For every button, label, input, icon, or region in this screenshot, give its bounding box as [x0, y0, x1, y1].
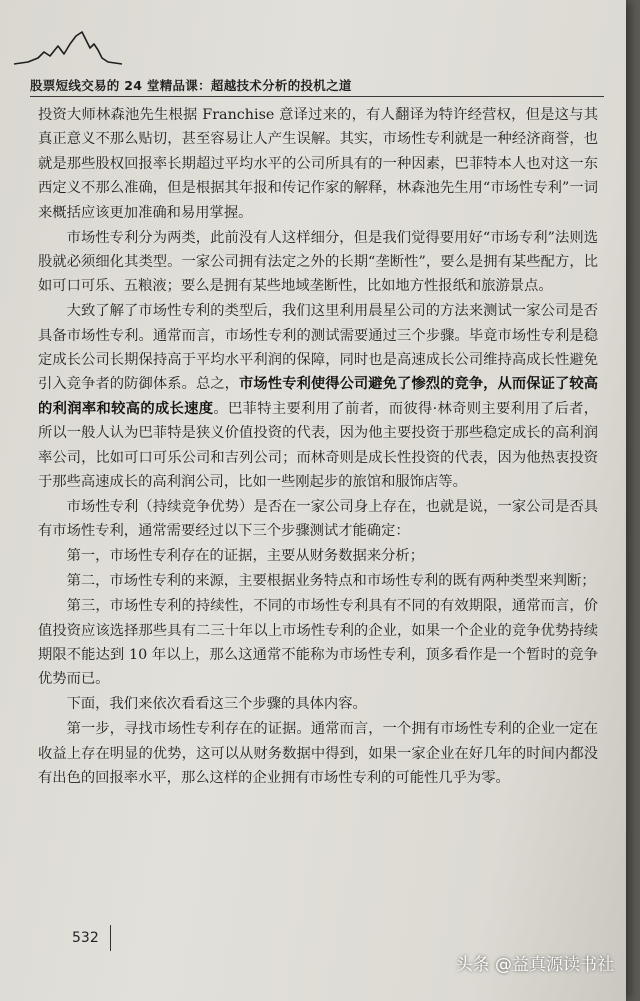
- body-text: [38, 103, 598, 791]
- paragraph-1: 投资大师林森池先生根据 Franchise 意译过来的，有人翻译为特许经营权，但是这与其真正意义不那么贴切，甚至容易让人产生误解。其实，市场性专利就是一种经济商誉，也就是那些股权回报率长期超过平均水平的公司所具有的一种因素，巴菲特本人也对这一东西定义不那么准确，但是根据其年报和传记作家的解释，林森池先生用“市场性专利”一词来概括应该更加准确和易用掌握。: [38, 107, 598, 221]
- paragraph-3: [38, 299, 598, 494]
- paragraph-4: 市场性专利（持续竞争优势）是否在一家公司身上存在，也就是说，一家公司是否具有市场性专利，通常需要经过以下三个步骤测试才能确定：: [38, 499, 598, 540]
- paragraph-3-bold-emphasis: 市场性专利使得公司避免了惨烈的竞争，从而保证了较高的利润率和较高的成长速度: [38, 376, 598, 417]
- page-number-rule: [110, 925, 111, 951]
- running-header-title: 股票短线交易的 24 堂精品课：超越技术分析的投机之道: [30, 78, 352, 93]
- mountain-line-logo: [14, 28, 124, 72]
- paragraph-7: 第三，市场性专利的持续性，不同的市场性专利具有不同的有效期限，通常而言，价值投资应该选择那些具有二三十年以上市场性专利的企业，如果一个企业的竞争优势持续期限不能达到 10 年以上，那么这通常不能称为市场性专利，顶多看作是一个暂时的竞争优势而已。: [38, 598, 598, 688]
- paragraph-5: 第一，市场性专利存在的证据，主要从财务数据来分析；: [66, 548, 425, 565]
- paragraph-8: 下面，我们来依次看看这三个步骤的具体内容。: [66, 696, 367, 713]
- page-number: 532: [72, 930, 99, 946]
- paragraph-3-part-a: 大致了解了市场性专利的类型后，我们这里利用晨星公司的方法来测试一家公司是否具备市场性专利。通常而言，市场性专利的测试需要通过三个步骤。毕竟市场性专利是稳定成长公司长期保持高于平均水平利润的保障，同时也是高速成长公司维持高成长性避免引入竞争者的防御体系。总之，: [38, 303, 598, 393]
- watermark: 头条 @益真源读书社: [455, 955, 614, 975]
- header-divider: [30, 96, 604, 97]
- paragraph-2: 市场性专利分为两类，此前没有人这样细分，但是我们觉得要用好“市场专利”法则选股就必须细化其类型。一家公司拥有法定之外的长期“垄断性”，要么是拥有某些配方，比如可口可乐、五粮液；要么是拥有某些地域垄断性，比如地方性报纸和旅游景点。: [38, 229, 598, 295]
- paragraph-9: 第一步，寻找市场性专利存在的证据。通常而言，一个拥有市场性专利的企业一定在收益上存在明显的优势，这可以从财务数据中得到，如果一家企业在好几年的时间内都没有出色的回报率水平，那么这样的企业拥有市场性专利的可能性几乎为零。: [38, 721, 598, 786]
- paragraph-6: 第二，市场性专利的来源，主要根据业务特点和市场性专利的既有两种类型来判断；: [66, 573, 596, 590]
- paragraph-3-part-b: 。巴菲特主要利用了前者，而彼得·林奇则主要利用了后者，所以一般人认为巴菲特是狭义价值投资的代表，因为他主要投资于那些稳定成长的高利润率公司，比如可口可乐公司和吉列公司；而林奇则是成长性投资的代表，因为他热衷投资于那些高速成长的高利润公司，比如一些刚起步的旅馆和服饰店等。: [38, 400, 598, 491]
